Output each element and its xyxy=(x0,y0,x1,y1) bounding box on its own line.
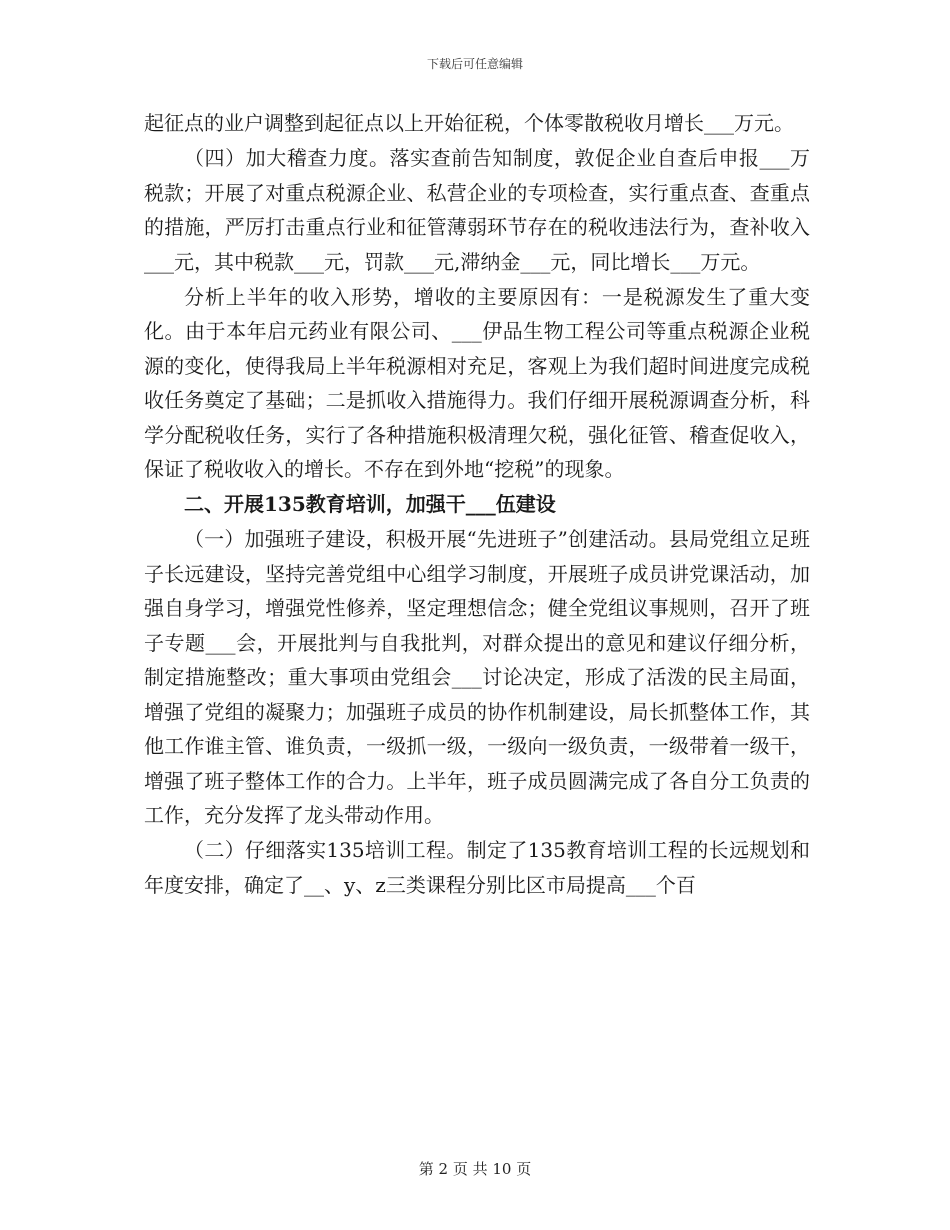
section-heading: 二、开展135教育培训，加强干___伍建设 xyxy=(184,492,556,516)
paragraph-2: （四）加大稽查力度。落实查前告知制度，敦促企业自查后申报___万税款；开展了对重点税源企业、私营企业的专项检查，实行重点查、查重点的措施，严厉打击重点行业和征管薄弱环节存在的税收违法行为，查补收入___元，其中税款___元，罚款___元,滞纳金___元，同比增长___万元。 xyxy=(144,146,810,274)
paragraph-1: 起征点的业户调整到起征点以上开始征税，个体零散税收月增长___万元。 xyxy=(144,111,794,135)
paragraph-4: （一）加强班子建设，积极开展“先进班子”创建活动。县局党组立足班子长远建设，坚持完善党组中心组学习制度，开展班子成员讲党课活动，加强自身学习，增强党性修养，坚定理想信念；健全党组议事规则，召开了班子专题___会，开展批判与自我批判，对群众提出的意见和建议仔细分析，制定措施整改；重大事项由党组会___讨论决定，形成了活泼的民主局面，增强了党组的凝聚力；加强班子成员的协作机制建设，局长抓整体工作，其他工作谁主管、谁负责，一级抓一级，一级向一级负责，一级带着一级干，增强了班子整体工作的合力。上半年，班子成员圆满完成了各自分工负责的工作，充分发挥了龙头带动作用。 xyxy=(144,527,810,827)
paragraph-3: 分析上半年的收入形势，增收的主要原因有：一是税源发生了重大变化。由于本年启元药业有限公司、___伊品生物工程公司等重点税源企业税源的变化，使得我局上半年税源相对充足，客观上为我们超时间进度完成税收任务奠定了基础；二是抓收入措施得力。我们仔细开展税源调查分析，科学分配税收任务，实行了各种措施积极清理欠税，强化征管、稽查促收入，保证了税收收入的增长。不存在到外地“挖税”的现象。 xyxy=(144,284,810,481)
document-body xyxy=(144,106,810,903)
page-footer: 第 2 页 共 10 页 xyxy=(418,1160,532,1178)
paragraph-5: （二）仔细落实135培训工程。制定了135教育培训工程的长远规划和年度安排，确定了__、y、z三类课程分别比区市局提高___个百 xyxy=(144,838,810,897)
page-header: 下载后可任意编辑 xyxy=(426,57,523,71)
